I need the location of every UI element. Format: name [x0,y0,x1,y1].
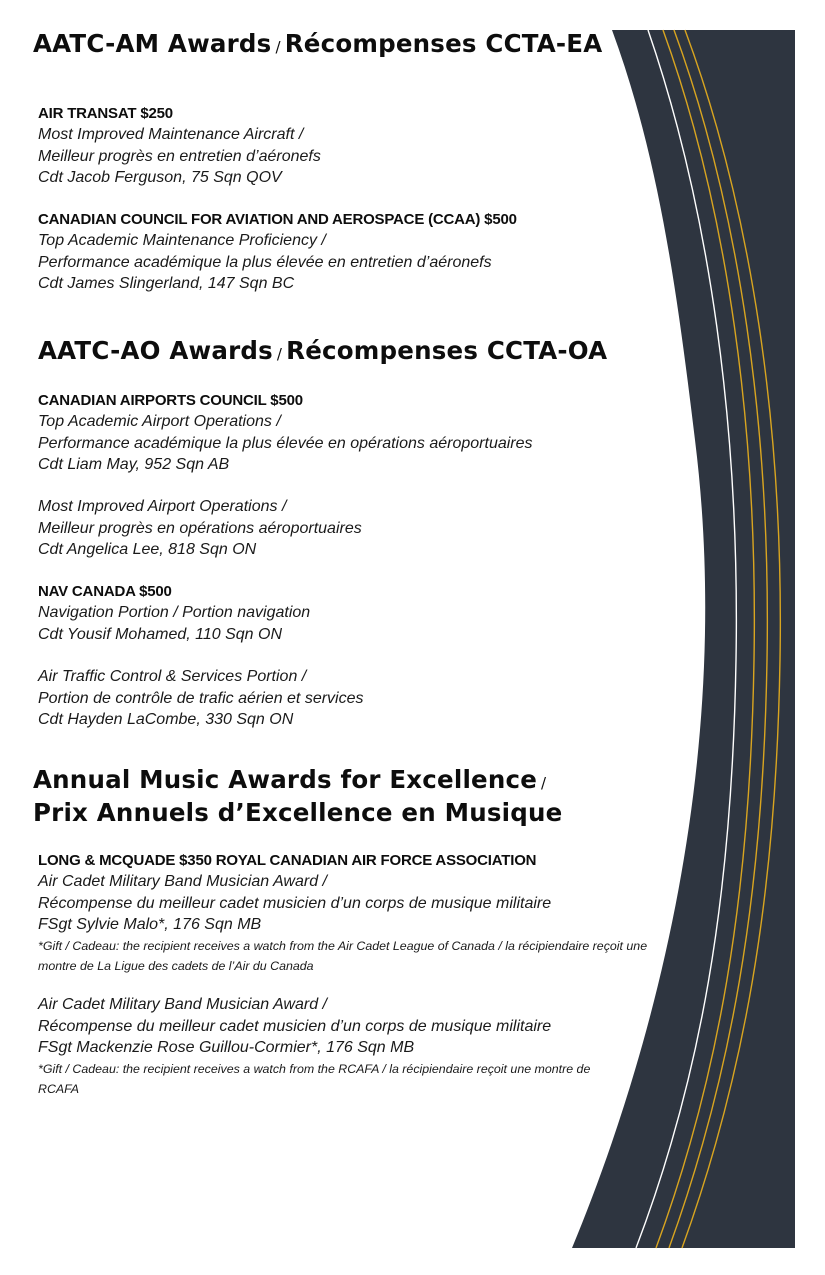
section-heading-fr: Prix Annuels d’Excellence en Musique [33,798,563,827]
award-recipient: FSgt Sylvie Malo*, 176 Sqn MB [38,916,262,933]
award-most-improved-airport-operations [38,496,658,561]
heading-separator: / [275,38,281,56]
section-heading-en: AATC-AM Awards [33,29,272,58]
award-recipient: Cdt Liam May, 952 Sqn AB [38,456,230,473]
award-recipient: Cdt Hayden LaCombe, 330 Sqn ON [38,711,294,728]
award-title-en: Top Academic Maintenance Proficiency / [38,232,326,249]
section-heading-fr: Récompenses CCTA-OA [286,336,608,365]
award-air-traffic-control [38,666,658,731]
award-recipient: FSgt Mackenzie Rose Guillou-Cormier*, 176 Sqn MB [38,1039,415,1056]
award-recipient: Cdt Jacob Ferguson, 75 Sqn QOV [38,169,282,186]
section-heading-aatc-ao [38,336,607,369]
award-nav-canada [38,582,658,645]
award-title-fr: Portion de contrôle de trafic aérien et services [38,689,364,707]
award-title-en: Top Academic Airport Operations / [38,413,281,430]
award-title-en: Air Cadet Military Band Musician Award / [38,996,327,1013]
award-sponsor: CANADIAN AIRPORTS COUNCIL $500 [38,392,303,409]
award-title-fr: Récompense du meilleur cadet musicien d’un corps de musique militaire [38,894,552,912]
award-title-fr: Récompense du meilleur cadet musicien d’un corps de musique militaire [38,1017,552,1035]
award-sponsor: AIR TRANSAT $250 [38,105,173,122]
section-heading-fr: Récompenses CCTA-EA [284,29,603,58]
award-sponsor: NAV CANADA $500 [38,583,172,600]
section-heading-music-awards [33,765,633,827]
award-title-fr: Performance académique la plus élevée en opérations aéroportuaires [38,434,533,452]
award-title-en: Most Improved Maintenance Aircraft / [38,126,304,143]
award-title-en: Air Traffic Control & Services Portion / [38,668,307,685]
award-sponsor: CANADIAN COUNCIL FOR AVIATION AND AEROSPACE (CCAA) $500 [38,211,517,228]
award-gift-note: *Gift / Cadeau: the recipient receives a watch from the RCAFA / la récipiendaire reçoit une montre de RCAFA [38,1061,591,1096]
award-recipient: Cdt Angelica Lee, 818 Sqn ON [38,541,257,558]
section-heading-en: Annual Music Awards for Excellence [33,765,538,794]
award-sponsor: LONG & MCQUADE $350 ROYAL CANADIAN AIR FORCE ASSOCIATION [38,852,537,869]
award-recipient: Cdt James Slingerland, 147 Sqn BC [38,275,295,292]
award-title: Navigation Portion / Portion navigation [38,604,311,621]
section-heading-en: AATC-AO Awards [38,336,273,365]
section-heading-aatc-am [33,29,602,62]
award-title-en: Most Improved Airport Operations / [38,498,287,515]
award-canadian-airports-council [38,391,658,476]
award-long-mcquade [38,851,658,976]
award-gift-note: *Gift / Cadeau: the recipient receives a watch from the Air Cadet League of Canada / la récipiendaire reçoit une montre de La Ligue des cadets de l’Air du Canada [38,938,648,973]
heading-separator: / [276,345,283,363]
award-ccaa [38,210,658,295]
award-title-en: Air Cadet Military Band Musician Award / [38,873,327,890]
award-air-transat [38,104,658,189]
award-title-fr: Meilleur progrès en entretien d’aéronefs [38,147,321,165]
heading-separator: / [541,774,547,792]
award-title-fr: Performance académique la plus élevée en entretien d’aéronefs [38,253,492,271]
award-band-musician-2 [38,994,658,1099]
award-title-fr: Meilleur progrès en opérations aéroportuaires [38,519,362,537]
award-recipient: Cdt Yousif Mohamed, 110 Sqn ON [38,625,282,643]
